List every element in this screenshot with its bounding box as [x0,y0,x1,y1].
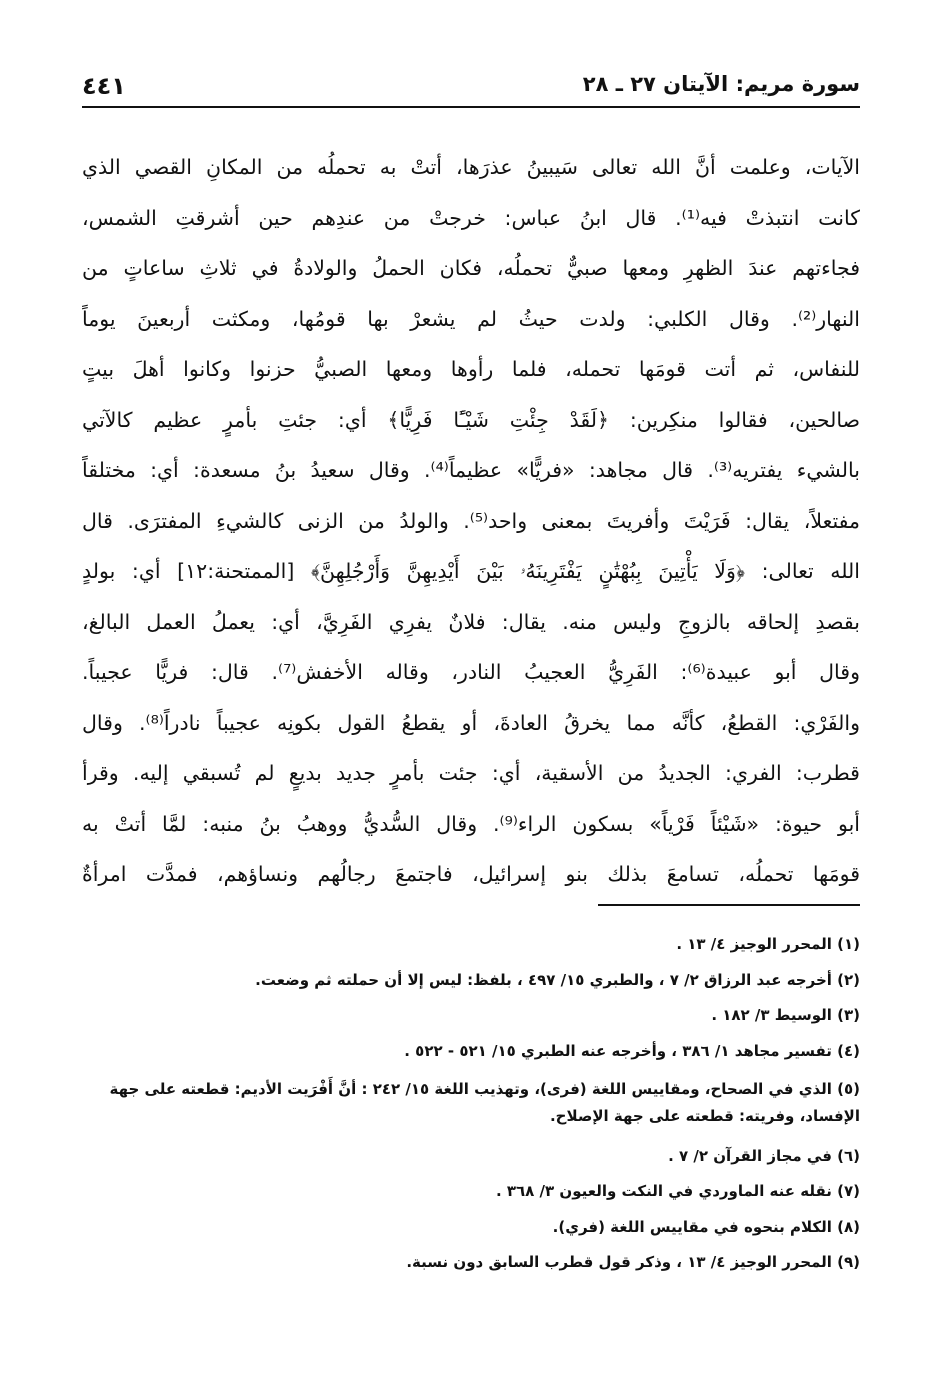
text-line: كانت انتبذتْ فيه⁽¹⁾. قال ابنُ عباس: خرجتْ من عندِهم حين أشرقتِ الشمس، [82,205,860,230]
text-line: الله تعالى: ﴿وَلَا يَأْتِينَ بِبُهْتَٰنٍ يَفْتَرِينَهُۥ بَيْنَ أَيْدِيهِنَّ وَأَرْجُلِهِنَّ﴾ [الممتحنة:١٢] أي: بولدٍ [82,559,860,583]
footnote-1: (١) المحرر الوجيز ٤/ ١٣ . [676,935,860,953]
text-line: قومَها تحملُه، تسامعَ بذلك بنو إسرائيل، فاجتمعَ رجالُهم ونساؤهم، فمدَّت امرأةٌ [82,862,860,886]
text-line: أبو حيوة: «شَيْئاً فَرْياً» بسكون الراء⁽⁹⁾. وقال السُّديُّ ووهبُ بنُ منبه: لمَّا أتتْ به [82,811,860,836]
text-line: مفتعلاً، يقال: فَرَيْتَ وأفريتَ بمعنى واحد⁽⁵⁾. والولدُ من الزنى كالشيءِ المفترَى. قال [82,508,860,533]
footnote-2: (٢) أخرجه عبد الرزاق ٢/ ٧ ، والطبري ١٥/ ٤٩٧ ، بلفظ: ليس إلا أن حملته ثم وضعت. [255,970,860,989]
footnote-divider [598,904,860,906]
chapter-title: سورة مريم: الآيتان ٢٧ ـ ٢٨ [582,72,860,96]
footnote-8: (٨) الكلام بنحوه في مقاييس اللغة (فري). [552,1217,860,1236]
text-line: وقال أبو عبيدة⁽⁶⁾: الفَرِيُّ العجيبُ النادر، وقاله الأخفش⁽⁷⁾. قال: فريًّا عجيباً. [82,660,860,684]
main-text [82,142,860,900]
page-number: ٤٤١ [82,72,126,100]
footnote-9: (٩) المحرر الوجيز ٤/ ١٣ ، وذكر قول قطرب السابق دون نسبة. [406,1253,860,1271]
footnote-5: (٥) الذي في الصحاح، ومقاييس اللغة (فرى)، وتهذيب اللغة ١٥/ ٢٤٢ : أنَّ أَفْرَيت الأديم: قطعته على جهة الإفساد، وفريته: قطعته على جهة الإصلاح. [109,1080,860,1125]
text-line: قطرب: الفري: الجديدُ من الأسقية، أي: جئت بأمرٍ جديد بديعٍ لم تُسبقي إليه. وقرأ [82,761,860,785]
text-line: صالحين، فقالوا منكِرين: ﴿لَقَدْ جِئْتِ شَيْـًٔا فَرِيًّا﴾ أي: جئتِ بأمرٍ عظيم كالآتي [82,407,860,432]
text-line: النهار⁽²⁾. وقال الكلبي: ولدت حيثُ لم يشعرْ بها قومُها، ومكثت أربعينَ يوماً [82,306,860,331]
running-header [82,70,860,104]
text-line: بقصدِ إلحاقه بالزوجِ وليس منه. يقال: فلانٌ يفرِي الفَرِيَّ، أي: يعملُ العمل البالغ، [82,609,860,634]
text-line: بالشيء يفتريه⁽³⁾. قال مجاهد: «فريًّا» عظيماً⁽⁴⁾. وقال سعيدُ بنُ مسعدة: أي: مختلقاً [82,458,860,482]
text-line: فجاءتهم عندَ الظهرِ ومعها صبيٌّ تحملُه، فكان الحملُ والولادةُ في ثلاثِ ساعاتٍ من [82,256,860,280]
footnote-7: (٧) نقله عنه الماوردي في النكت والعيون ٣/ ٣٦٨ . [495,1182,860,1200]
header-divider [82,106,860,108]
footnotes [82,934,860,1288]
text-line: للنفاس، ثم أتت قومَها تحمله، فلما رأوها ومعها الصبيُّ حزنوا وكانوا أهلَ بيتٍ [82,357,860,381]
text-line: الآيات، وعلمت أنَّ الله تعالى سَيبينُ عذرَها، أتتْ به تحملُه من المكانِ القصي الذي [82,155,860,179]
text-line: والفَرْي: القطعُ، كأنَّه مما يخرقُ العادةَ، أو يقطعُ القول بكونِه عجيباً نادراً⁽⁸⁾. وقال [82,710,860,735]
footnote-3: (٣) الوسيط ٣/ ١٨٢ . [711,1006,860,1024]
footnote-4: (٤) تفسير مجاهد ١/ ٣٨٦ ، وأخرجه عنه الطبري ١٥/ ٥٢١ - ٥٢٢ . [404,1041,860,1060]
footnote-6: (٦) في مجاز القرآن ٢/ ٧ . [668,1146,860,1165]
